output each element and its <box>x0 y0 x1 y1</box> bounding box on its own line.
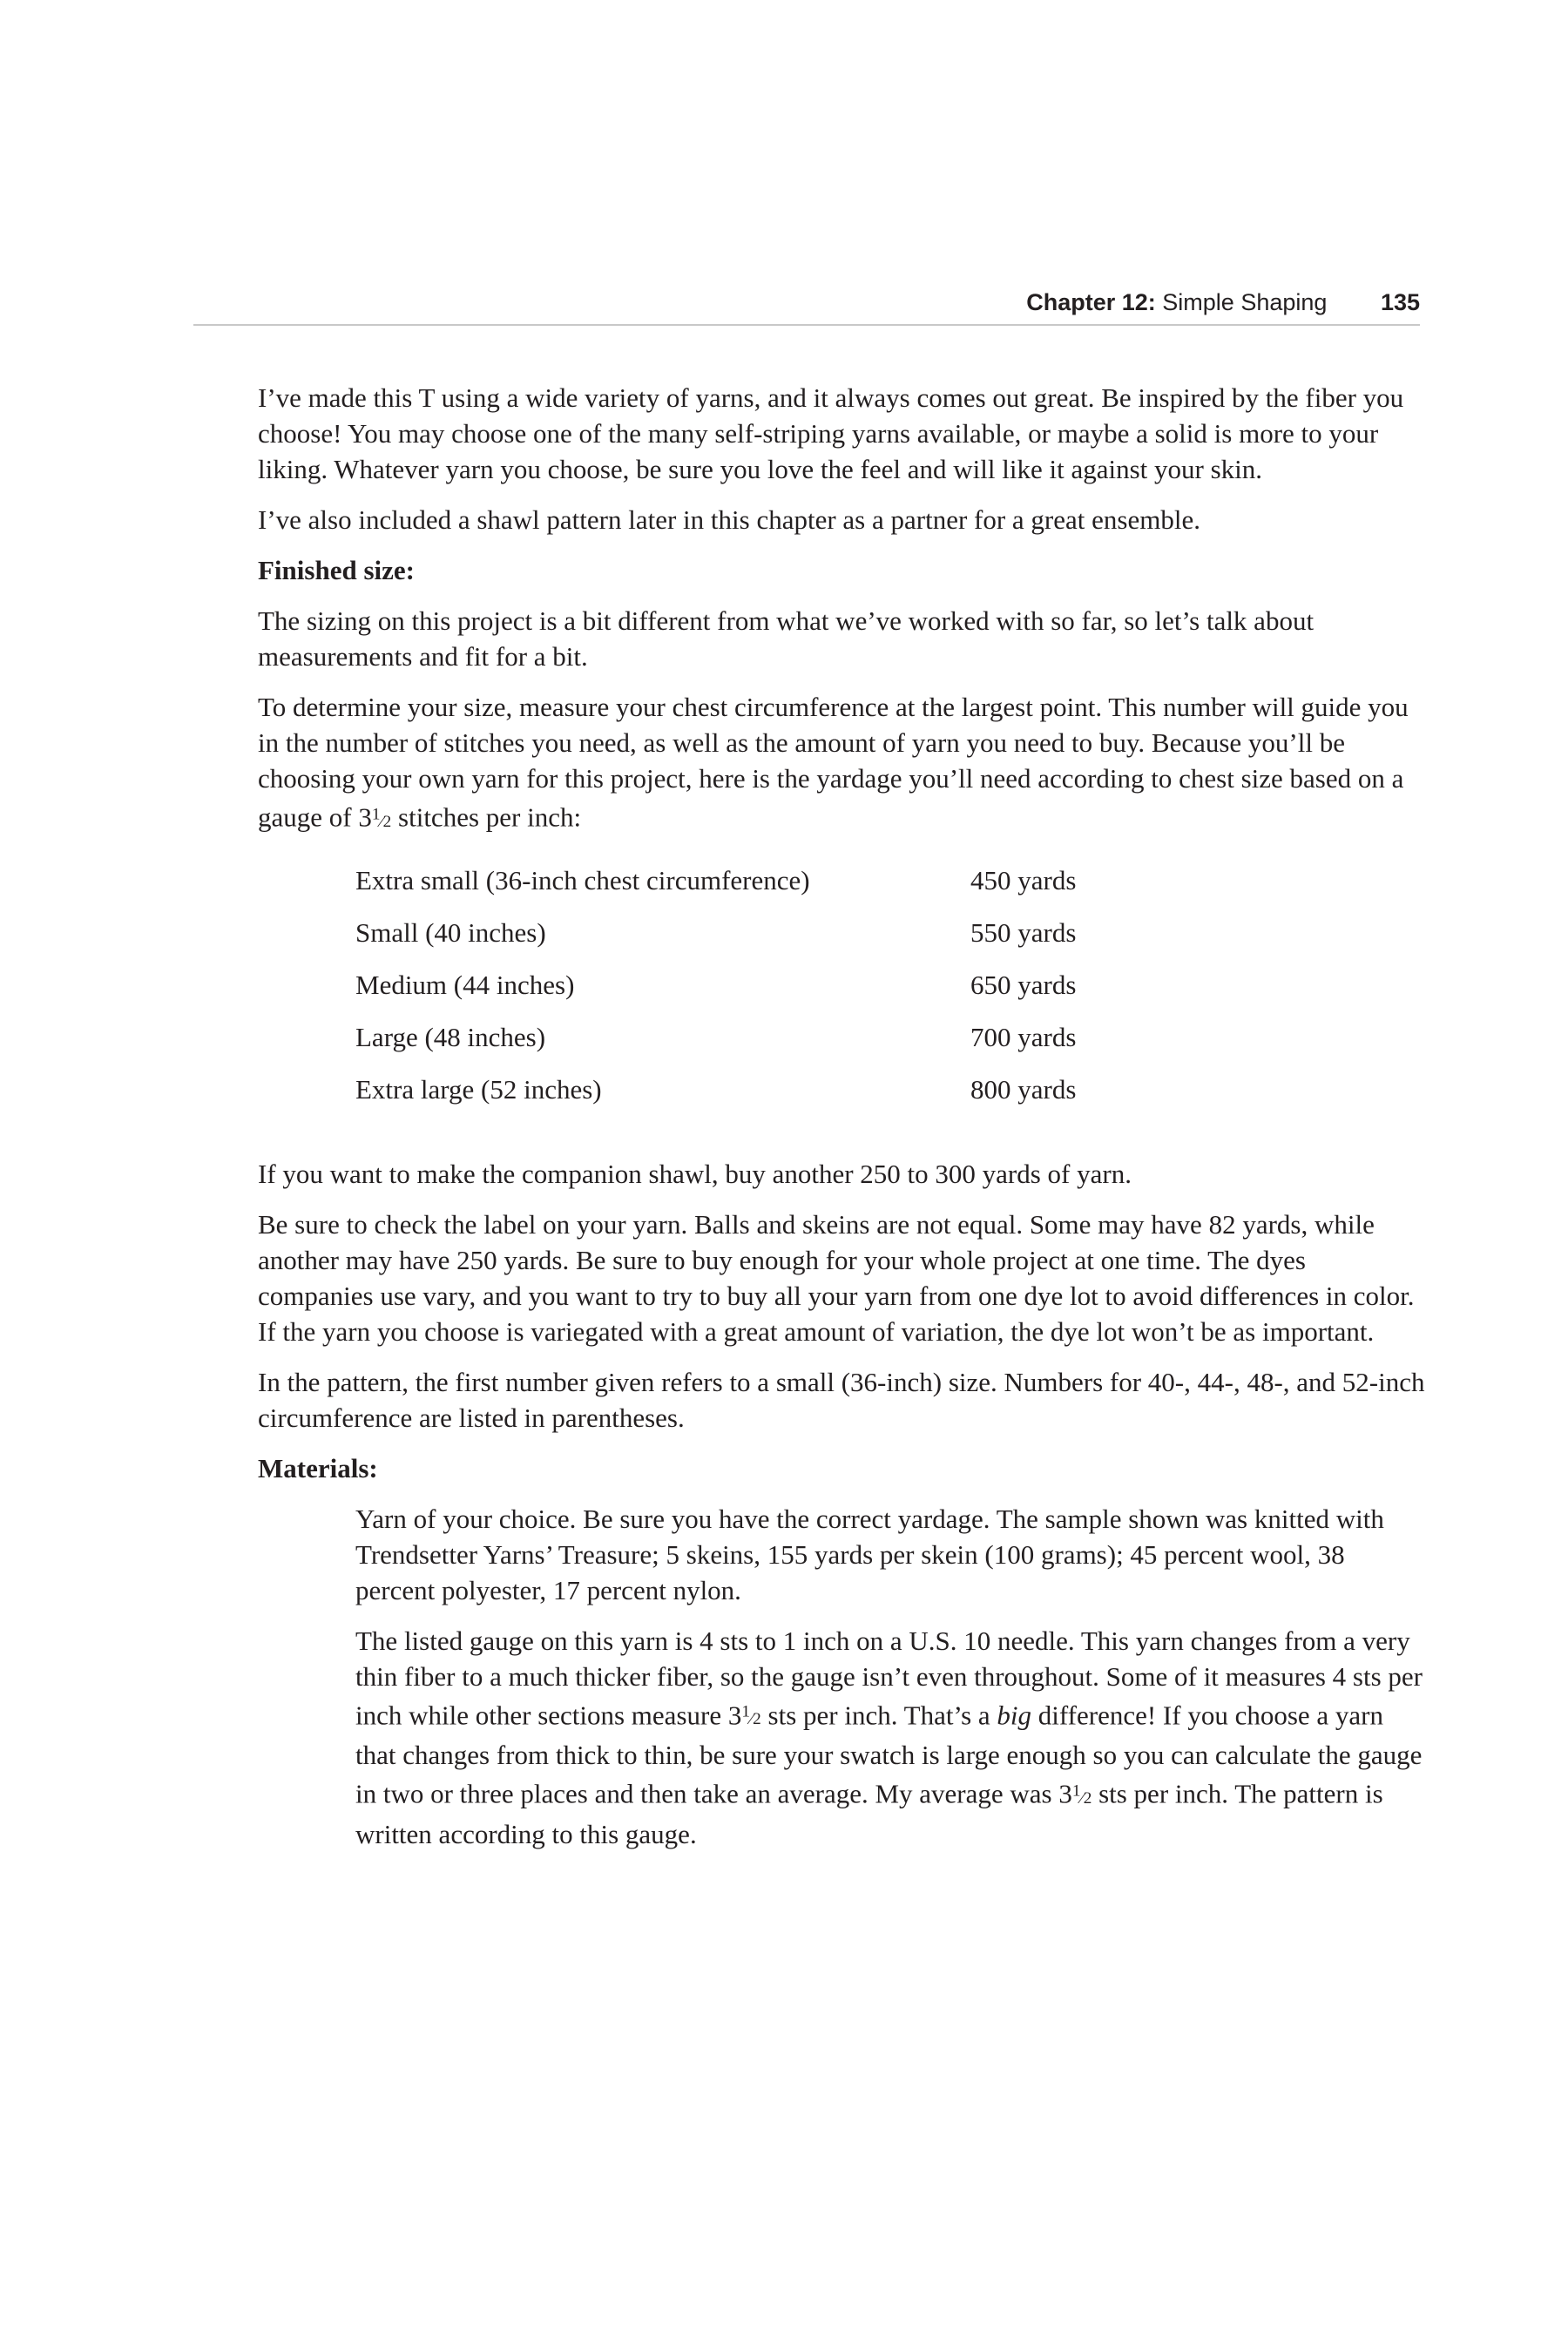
chapter-label: Chapter 12: <box>1026 289 1156 315</box>
body-text <box>258 380 1425 1867</box>
materials-heading: Materials: <box>258 1452 378 1484</box>
emphasis: big <box>997 1700 1032 1731</box>
table-row <box>355 855 1076 907</box>
yardage-value: 450 yards <box>970 865 1077 896</box>
size-label: Medium (44 inches) <box>355 970 575 1001</box>
fraction-denominator: 2 <box>753 1710 761 1729</box>
size-label: Extra large (52 inches) <box>355 1074 602 1105</box>
yardage-table <box>355 855 1076 1116</box>
intro-paragraph-2: I’ve also included a shawl pattern later in this chapter as a partner for a great ensemble. <box>258 504 1200 535</box>
text-run: sts per inch. That’s a <box>760 1700 997 1731</box>
page-number: 135 <box>1380 289 1420 315</box>
size-label: Large (48 inches) <box>355 1022 546 1053</box>
pattern-sizes-paragraph: In the pattern, the first number given refers to a small (36-inch) size. Numbers for 40-, 44-, 48-, and 52-inch circumference are listed in parentheses. <box>258 1366 1425 1433</box>
fraction-numerator: 1 <box>1071 1781 1081 1801</box>
yardage-value: 700 yards <box>970 1022 1077 1053</box>
fraction: 1⁄2 <box>741 1702 761 1729</box>
fraction: 1⁄2 <box>371 805 392 831</box>
header-text <box>1026 289 1420 316</box>
yardage-value: 800 yards <box>970 1074 1077 1105</box>
size-label: Small (40 inches) <box>355 917 546 949</box>
running-header <box>193 284 1420 326</box>
materials-paragraph-1: Yarn of your choice. Be sure you have the correct yardage. The sample shown was knitted with Trendsetter Yarns’ Treasure; 5 skeins, 155 yards per skein (100 grams); 45 percent wool, 38 percent polyester, 17 percent nylon. <box>355 1503 1384 1605</box>
table-row <box>355 1064 1076 1116</box>
yardage-value: 550 yards <box>970 917 1077 949</box>
finished-size-paragraph-1: The sizing on this project is a bit different from what we’ve worked with so far, so let’s talk about measurements and fit for a bit. <box>258 605 1315 672</box>
fraction: 1⁄2 <box>1071 1781 1092 1808</box>
text-run: The listed gauge on this yarn is 4 sts to 1 inch on a U.S. 10 needle. This yarn changes from a very thin fiber to a much thicker fiber, so the gauge isn’t even throughout. Some of it measures 4 sts per inch while other sections measure 3 <box>355 1625 1423 1731</box>
yarn-label-paragraph: Be sure to check the label on your yarn. Balls and skeins are not equal. Some may have 82 yards, while another may have 250 yards. Be sure to buy enough for your whole project at one time. The dyes companies use vary, and you want to try to buy all your yarn from one dye lot to avoid differences in color. If the yarn you choose is variegated with a great amount of variation, the dye lot won’t be as important. <box>258 1208 1415 1347</box>
text-run: sts per inch. The pattern is written according to this gauge. <box>355 1778 1383 1849</box>
shawl-yardage-paragraph: If you want to make the companion shawl, buy another 250 to 300 yards of yarn. <box>258 1158 1132 1189</box>
text-run: stitches per inch: <box>391 801 582 833</box>
fraction-numerator: 1 <box>741 1702 750 1721</box>
table-row <box>355 959 1076 1011</box>
text-run: difference! If you choose a yarn that changes from thick to thin, be sure your swatch is large enough so you can calculate the gauge in two or three places and then take an average. My average was 3 <box>355 1700 1423 1809</box>
fraction-denominator: 2 <box>382 812 392 831</box>
fraction-denominator: 2 <box>1083 1788 1092 1808</box>
size-label: Extra small (36-inch chest circumference) <box>355 865 810 896</box>
materials-paragraph-2 <box>355 1623 1425 1852</box>
finished-size-heading: Finished size: <box>258 555 415 585</box>
fraction-numerator: 1 <box>371 805 381 823</box>
table-row <box>355 907 1076 959</box>
table-row <box>355 1011 1076 1064</box>
intro-paragraph-1: I’ve made this T using a wide variety of yarns, and it always comes out great. Be inspired by the fiber you choose! You may choose one of the many self-striping yarns available, or maybe a solid is more to your liking. Whatever yarn you choose, be sure you love the feel and will like it against your skin. <box>258 382 1404 484</box>
yardage-value: 650 yards <box>970 970 1077 1001</box>
finished-size-paragraph-2 <box>258 689 1425 840</box>
chapter-title: Simple Shaping <box>1162 289 1328 315</box>
text-run: To determine your size, measure your chest circumference at the largest point. This number will guide you in the number of stitches you need, as well as the amount of yarn you need to buy. Because you’ll be choosing your own yarn for this project, here is the yardage you’ll need according to chest size based on a gauge of 3 <box>258 692 1409 833</box>
